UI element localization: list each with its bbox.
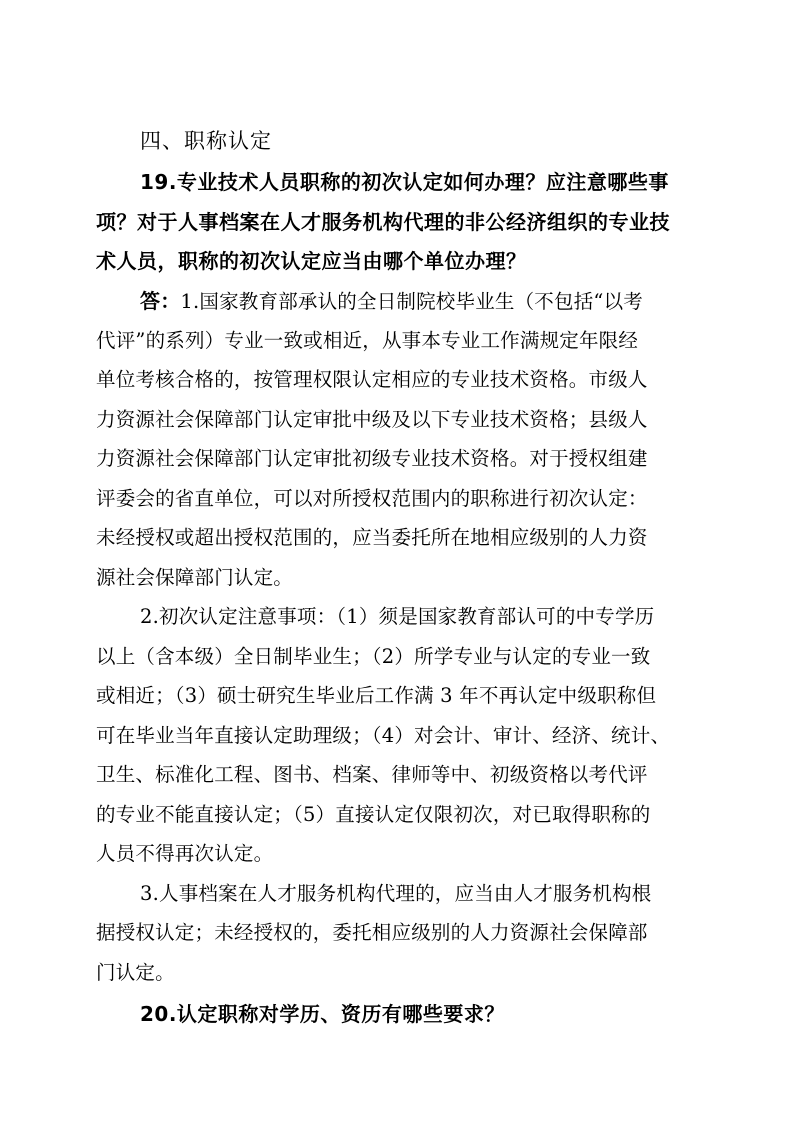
question-19-line-3: 术人员，职称的初次认定应当由哪个单位办理？	[96, 249, 527, 273]
answer-paragraph-1-line: 力资源社会保障部门认定审批初级专业技术资格。对于授权组建	[96, 447, 648, 470]
answer-paragraph-2-line: 的专业不能直接认定；（5）直接认定仅限初次，对已取得职称的	[96, 803, 651, 826]
answer-paragraph-2-line: 2.初次认定注意事项：（1）须是国家教育部认可的中专学历	[140, 605, 655, 628]
answer-paragraph-3-line: 3.人事档案在人才服务机构代理的，应当由人才服务机构根	[140, 882, 652, 905]
question-19-line-2: 项？对于人事档案在人才服务机构代理的非公经济组织的专业技	[96, 210, 670, 234]
answer-paragraph-3-line: 据授权认定；未经授权的，委托相应级别的人力资源社会保障部	[96, 921, 648, 944]
answer-paragraph-1-line: 源社会保障部门认定。	[96, 566, 294, 589]
answer-paragraph-1-line: 评委会的省直单位，可以对所授权范围内的职称进行初次认定：	[96, 487, 648, 510]
answer-paragraph-2-line: 以上（含本级）全日制毕业生；（2）所学专业与认定的专业一致	[96, 645, 651, 668]
answer-paragraph-1-text: 1.国家教育部承认的全日制院校毕业生（不包括“以考	[180, 290, 643, 313]
answer-label: 答：	[140, 289, 181, 313]
answer-paragraph-2-line: 卫生、标准化工程、图书、档案、律师等中、初级资格以考代评	[96, 763, 648, 786]
answer-paragraph-3-line: 门认定。	[96, 961, 175, 984]
answer-paragraph-2-line: 可在毕业当年直接认定助理级；（4）对会计、审计、经济、统计、	[96, 724, 671, 747]
section-heading: 四、职称认定	[140, 129, 272, 153]
answer-paragraph-1-line: 力资源社会保障部门认定审批中级及以下专业技术资格；县级人	[96, 408, 648, 431]
question-19-line-1: 19.专业技术人员职称的初次认定如何办理？应注意哪些事	[140, 170, 669, 194]
answer-paragraph-1-line: 未经授权或超出授权范围的，应当委托所在地相应级别的人力资	[96, 526, 648, 549]
answer-paragraph-1-first-line	[140, 287, 643, 315]
answer-paragraph-2-line: 人员不得再次认定。	[96, 842, 274, 865]
answer-paragraph-2-line: 或相近；（3）硕士研究生毕业后工作满 3 年不再认定中级职称但	[96, 684, 657, 707]
answer-paragraph-1-line: 单位考核合格的，按管理权限认定相应的专业技术资格。市级人	[96, 368, 648, 391]
answer-paragraph-1-line: 代评”的系列）专业一致或相近，从事本专业工作满规定年限经	[96, 329, 639, 352]
question-20: 20.认定职称对学历、资历有哪些要求？	[140, 1002, 505, 1026]
